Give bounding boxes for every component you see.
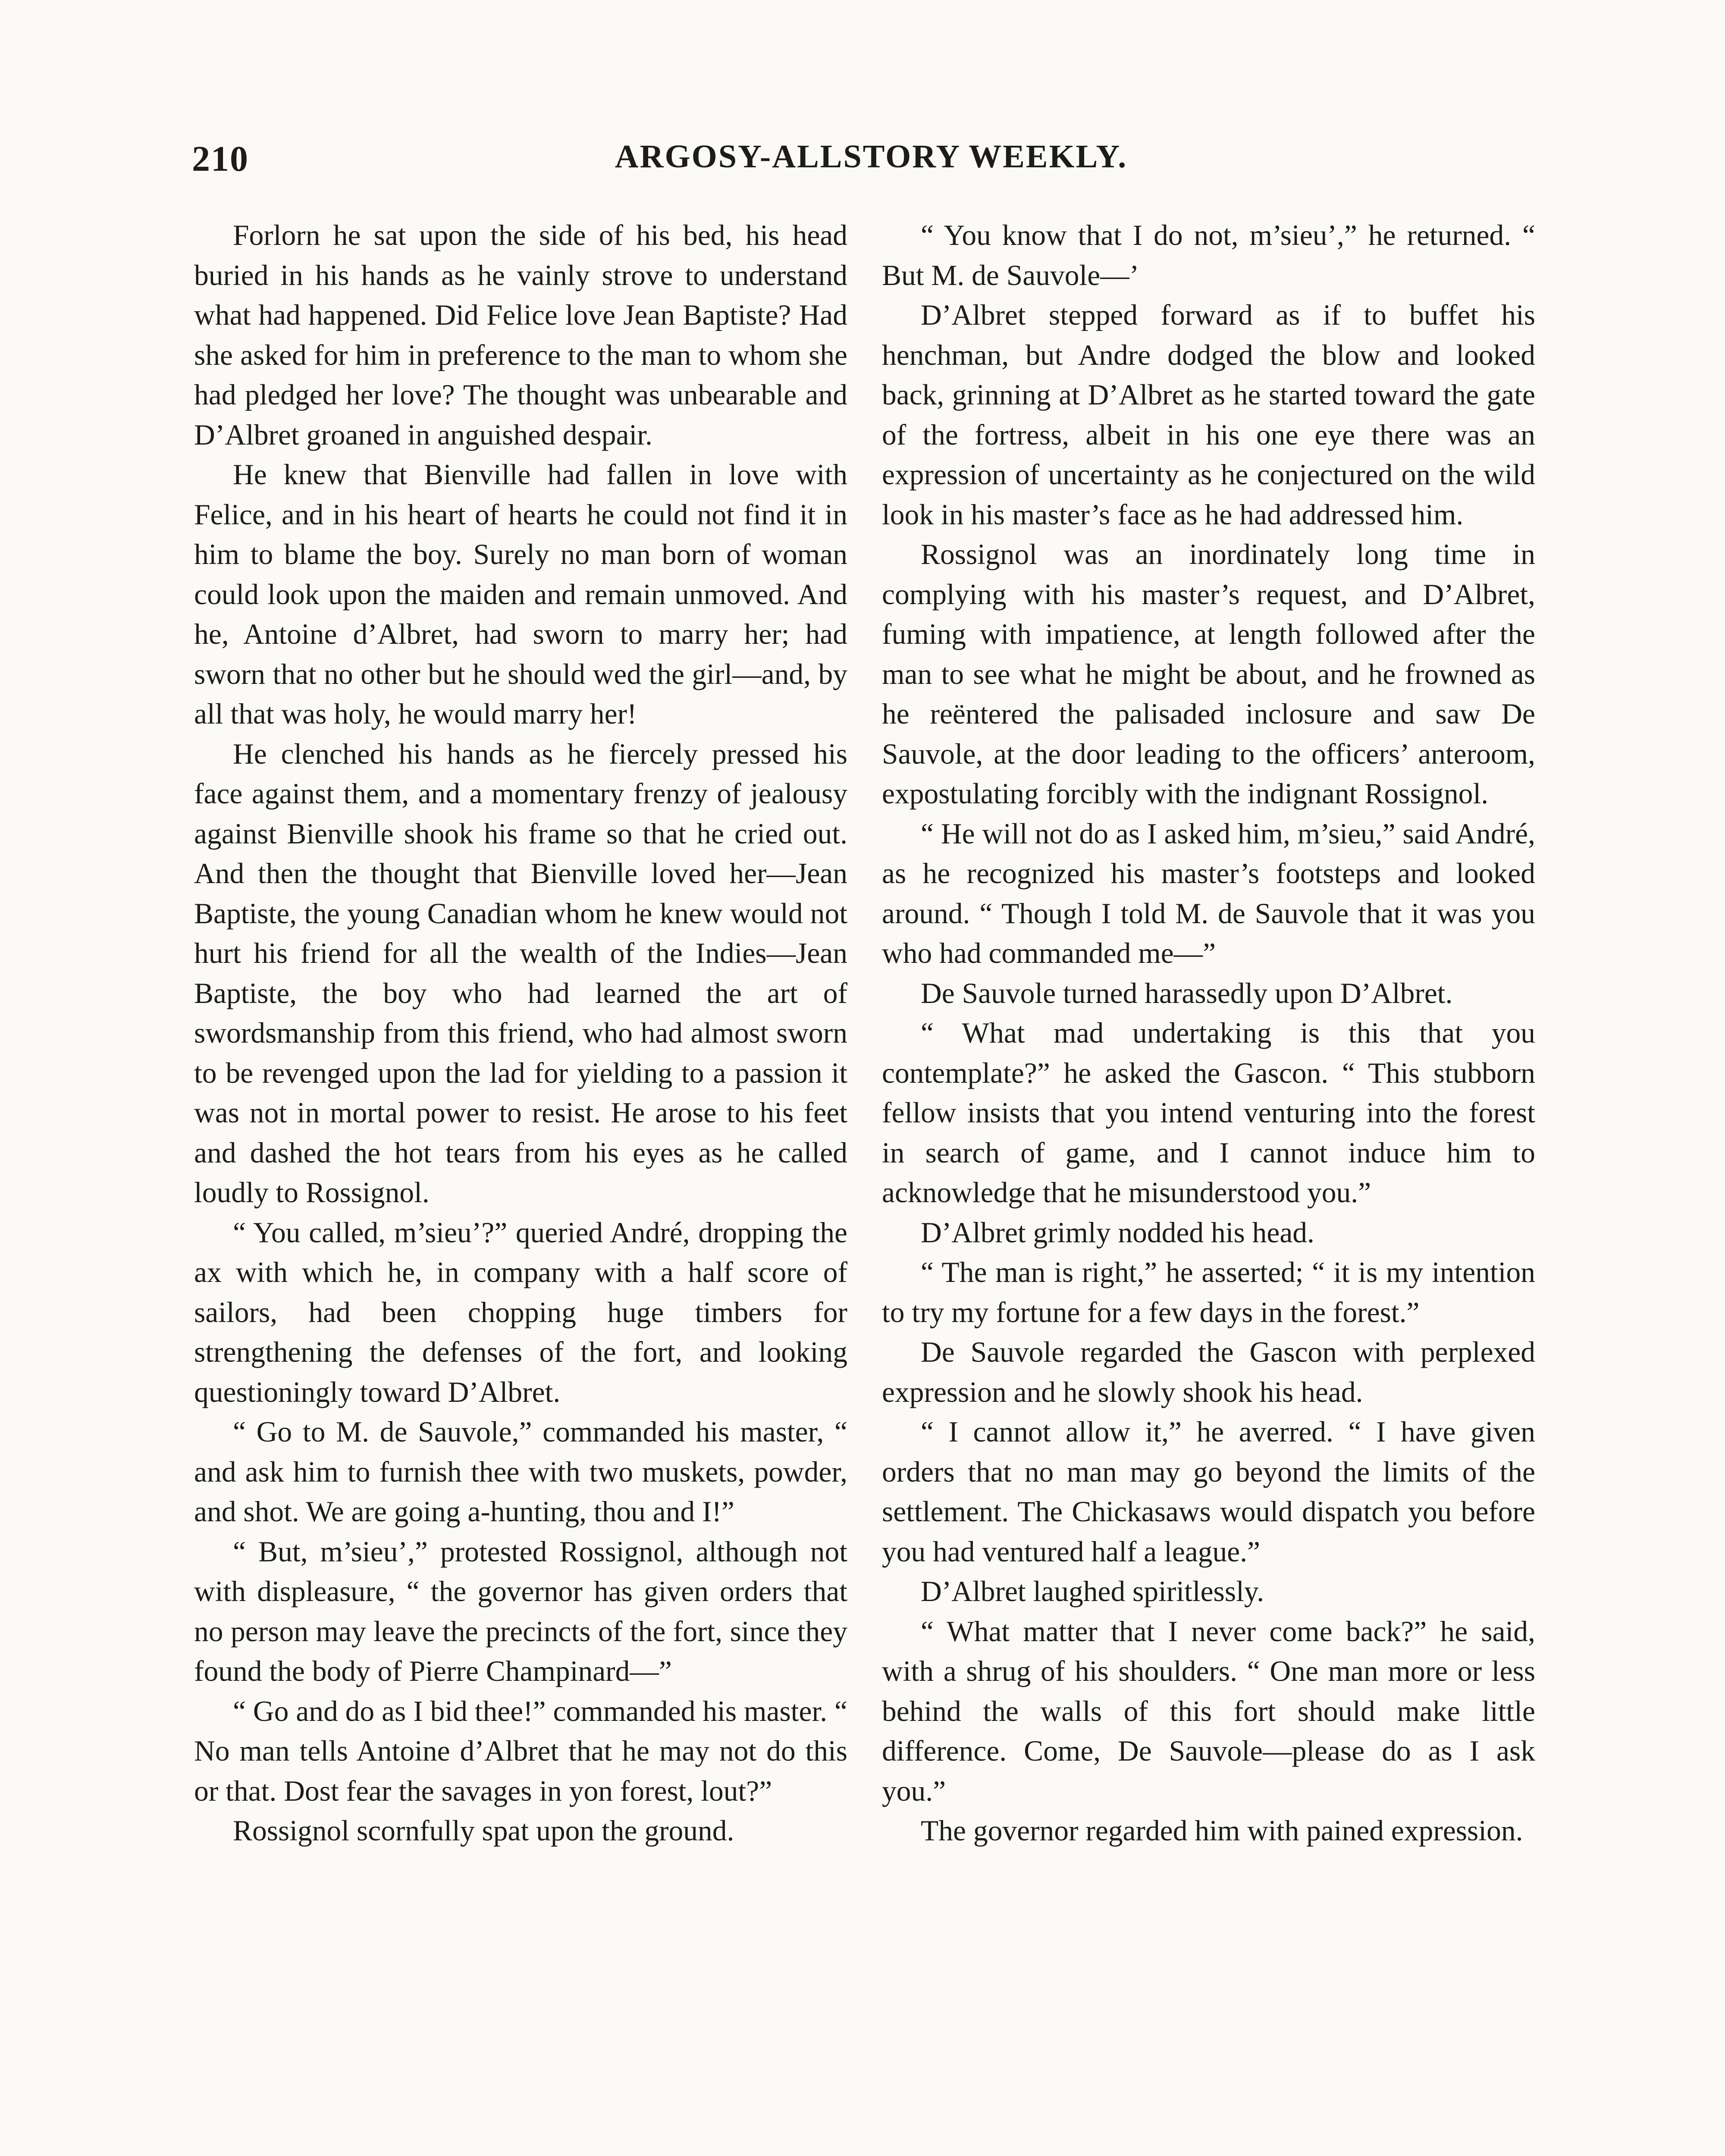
paragraph: De Sauvole regarded the Gascon with perplexed expression and he slowly shook his head. [882,1336,1535,1408]
page-header [192,138,1550,185]
paragraph: “ But, m’sieu’,” protested Rossignol, although not with displeasure, “ the governor has given orders that no person may leave the precincts of the fort, since they found the body of Pierre Champinard—” [194,1535,847,1687]
paragraph: The governor regarded him with pained expression. [921,1814,1523,1847]
paragraph: “ I cannot allow it,” he averred. “ I have given orders that no man may go beyond the limits of the settlement. The Chickasaws would dispatch you before you had ventured half a league.” [882,1416,1535,1568]
paragraph: “ Go to M. de Sauvole,” commanded his master, “ and ask him to furnish thee with two muskets, powder, and shot. We are going a-hunting, thou and I!” [194,1416,847,1528]
paragraph: D’Albret laughed spiritlessly. [921,1575,1264,1608]
paragraph: “ Go and do as I bid thee!” commanded his master. “ No man tells Antoine d’Albret that he may not do this or that. Dost fear the savages in yon forest, lout?” [194,1695,847,1807]
paragraph: “ What mad undertaking is this that you contemplate?” he asked the Gascon. “ This stubborn fellow insists that you intend venturing into the forest in search of game, and I cannot induce him to acknowledge that he misunderstood you.” [882,1017,1535,1209]
paragraph: “ You called, m’sieu’?” queried André, dropping the ax with which he, in company with a half score of sailors, had been chopping huge timbers for strengthening the defenses of the fort, and looking questioningly toward D’Albret. [194,1216,847,1408]
right-column [882,216,1535,1851]
paragraph: Rossignol scornfully spat upon the ground. [233,1814,734,1847]
paragraph: “ He will not do as I asked him, m’sieu,” said André, as he recognized his master’s footsteps and looked around. “ Though I told M. de Sauvole that it was you who had commanded me—” [882,817,1535,969]
page-number: 210 [192,139,249,179]
paragraph: “ What matter that I never come back?” he said, with a shrug of his shoulders. “ One man more or less behind the walls of this fort should make little difference. Come, De Sauvole—please do as I ask you.” [882,1615,1535,1807]
running-head: ARGOSY-ALLSTORY WEEKLY. [615,138,1128,175]
paragraph: He clenched his hands as he fiercely pressed his face against them, and a momentary frenzy of jealousy against Bienville shook his frame so that he cried out. And then the thought that Bienville loved her—Jean Baptiste, the young Canadian whom he knew would not hurt his friend for all the wealth of the Indies—Jean Baptiste, the boy who had learned the art of swordsmanship from this friend, who had almost sworn to be revenged upon the lad for yielding to a passion it was not in mortal power to resist. He arose to his feet and dashed the hot tears from his eyes as he called loudly to Rossignol. [194,737,847,1209]
paragraph: He knew that Bienville had fallen in love with Felice, and in his heart of hearts he could not find it in him to blame the boy. Surely no man born of woman could look upon the maiden and remain unmoved. And he, Antoine d’Albret, had sworn to marry her; had sworn that no other but he should wed the girl—and, by all that was holy, he would marry her! [194,458,847,730]
paragraph: “ The man is right,” he asserted; “ it is my intention to try my fortune for a few days in the forest.” [882,1256,1535,1329]
paragraph: Rossignol was an inordinately long time in complying with his master’s request, and D’Albret, fuming with impatience, at length followed after the man to see what he might be about, and he frowned as he reëntered the palisaded inclosure and saw De Sauvole, at the door leading to the officers’ anteroom, expostulating forcibly with the indignant Rossignol. [882,538,1535,810]
paragraph: De Sauvole turned harassedly upon D’Albret. [921,977,1453,1009]
paragraph: Forlorn he sat upon the side of his bed, his head buried in his hands as he vainly strove to understand what had happened. Did Felice love Jean Baptiste? Had she asked for him in preference to the man to whom she had pledged her love? The thought was unbearable and D’Albret groaned in anguished despair. [194,219,847,451]
paragraph: D’Albret stepped forward as if to buffet his henchman, but Andre dodged the blow and looked back, grinning at D’Albret as he started toward the gate of the fortress, albeit in his one eye there was an expression of uncertainty as he conjectured on the wild look in his master’s face as he had addressed him. [882,299,1535,531]
paragraph: D’Albret grimly nodded his head. [921,1216,1314,1249]
paragraph: “ You know that I do not, m’sieu’,” he returned. “ But M. de Sauvole—’ [882,219,1535,291]
left-column [194,216,847,1851]
